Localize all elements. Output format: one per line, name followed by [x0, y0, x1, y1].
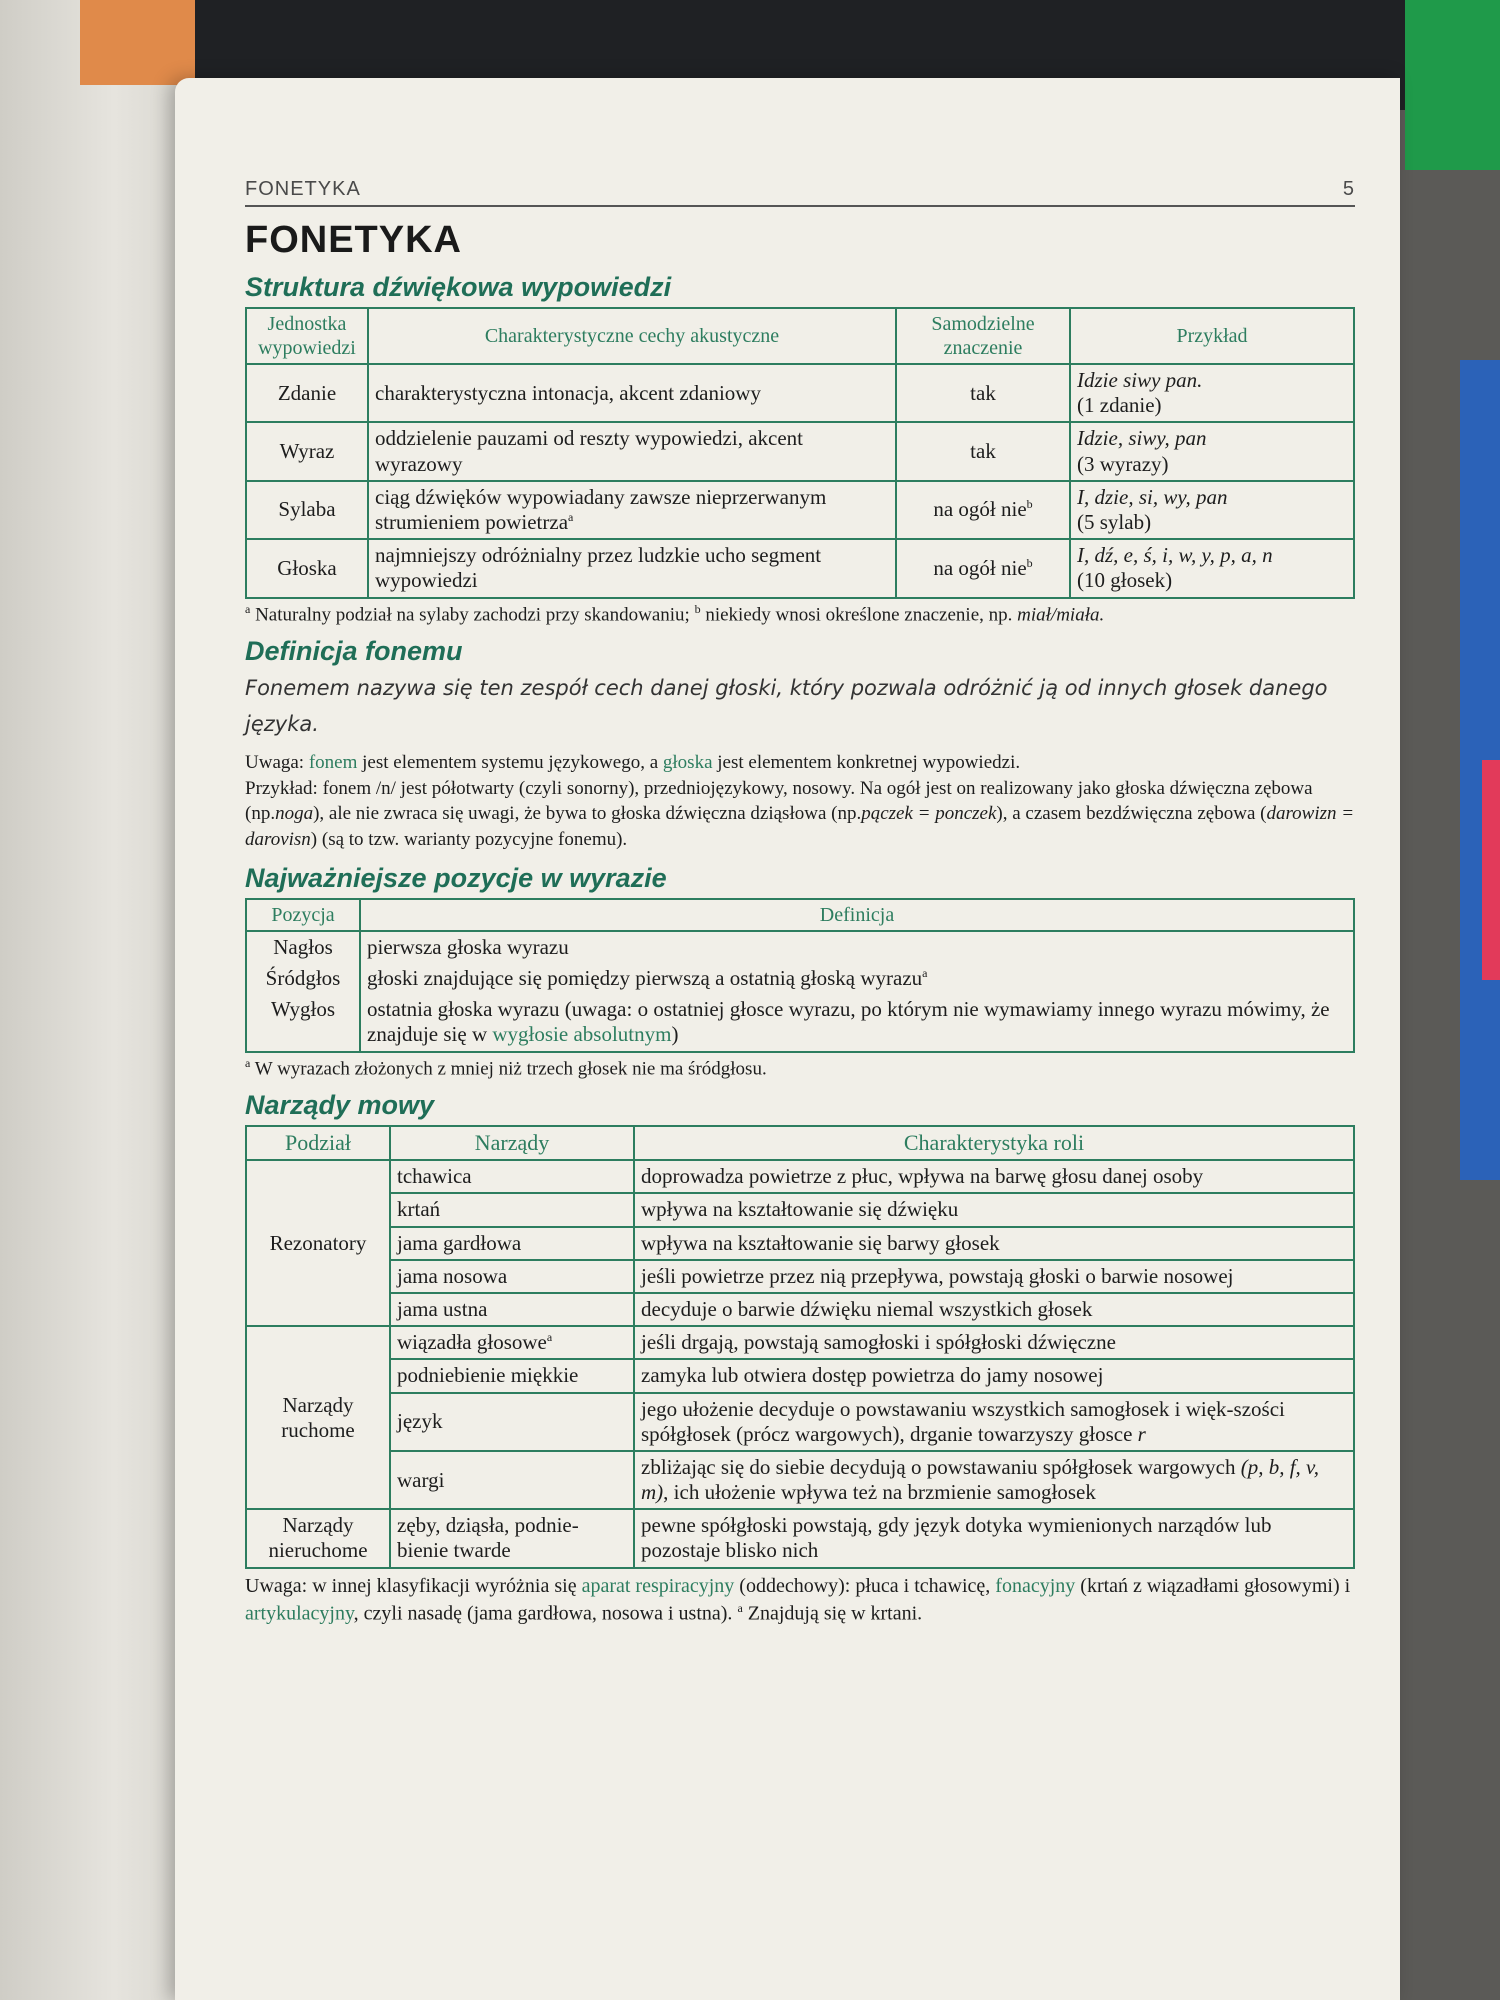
role-cell: doprowadza powietrze z płuc, wpływa na barwę głosu danej osoby — [634, 1160, 1354, 1193]
footnote-text: W wyrazach złożonych z mniej niż trzech głosek nie ma śródgłosu. — [254, 1057, 767, 1079]
meaning-text: na ogół nie — [933, 497, 1027, 522]
footnote-a-text: Naturalny podział na sylaby zachodzi przy skandowaniu; — [255, 603, 690, 625]
organ-cell: podniebienie miękkie — [390, 1359, 634, 1392]
note-text: w innej klasyfikacji wyróżnia się — [312, 1574, 577, 1597]
note-text: Znajdują się w krtani. — [747, 1602, 923, 1625]
note-label: Uwaga: — [245, 1574, 308, 1597]
column-header: Samodzielne znaczenie — [896, 308, 1070, 364]
position-cell: Nagłos — [246, 931, 360, 963]
definition-cell: pierwsza głoska wyrazu — [360, 931, 1354, 963]
example-cell — [1070, 364, 1354, 422]
organ-cell: zęby, dziąsła, podnie-bienie twarde — [390, 1509, 634, 1567]
running-title: FONETYKA — [245, 178, 361, 200]
footnote-mark: b — [1026, 555, 1033, 570]
division-cell: Narządy ruchome — [246, 1326, 390, 1509]
term-respiracyjny: aparat respiracyjny — [581, 1574, 735, 1597]
footnote-b-text: niekiedy wnosi określone znaczenie, np. — [705, 603, 1013, 625]
example-text: I, dź, e, ś, i, w, y, p, a, n — [1077, 543, 1273, 568]
table-row — [246, 1359, 1354, 1392]
example-text: ), a czasem bezdźwięczna zębowa ( — [996, 803, 1267, 825]
role-cell: jeśli drgają, powstają samogłoski i spółgłoski dźwięczne — [634, 1326, 1354, 1359]
meaning-text: na ogół nie — [933, 555, 1027, 580]
note-text: jest elementem konkretnej wypowiedzi. — [717, 752, 1021, 774]
footnote-mark: b — [694, 601, 701, 616]
footnote-mark: a — [568, 509, 574, 524]
organ-cell: jama ustna — [390, 1293, 634, 1326]
role-cell: zamyka lub otwiera dostęp powietrza do jamy nosowej — [634, 1359, 1354, 1392]
example-text: Idzie siwy pan. — [1077, 368, 1203, 392]
footnote-mark: a — [737, 1600, 743, 1615]
table-row — [246, 1293, 1354, 1326]
features-text: ciąg dźwięków wypowiadany zawsze nieprzerwanym strumieniem powietrza — [375, 484, 827, 534]
example-cell — [1070, 481, 1354, 539]
example-italic: darowizn = darovisn — [245, 803, 1355, 851]
background-left-page — [0, 0, 190, 2000]
footnote-b-example: miał/miała. — [1017, 603, 1105, 625]
example-note: (10 głosek) — [1077, 568, 1173, 593]
meaning-cell: tak — [896, 422, 1070, 480]
position-cell: Śródgłos — [246, 963, 360, 994]
role-text: , ich ułożenie wpływa też na brzmienie samogłosek — [663, 1480, 1096, 1505]
organ-cell: jama nosowa — [390, 1260, 634, 1293]
definition-cell — [360, 963, 1354, 994]
example-note: (1 zdanie) — [1077, 393, 1162, 418]
structure-table — [245, 307, 1355, 599]
column-header: Charakterystyka roli — [634, 1126, 1354, 1160]
background-pink-strip — [1482, 760, 1500, 980]
table-row — [246, 481, 1354, 539]
section-title-definicja: Definicja fonemu — [245, 635, 463, 666]
features-cell — [368, 481, 896, 539]
table-header-row — [246, 1126, 1354, 1160]
note-text: , czyli nasadę (jama gardłowa, nosowa i ustna). — [353, 1602, 733, 1625]
table-row — [246, 1393, 1354, 1451]
definition-cell — [360, 994, 1354, 1051]
role-cell — [634, 1451, 1354, 1509]
speech-organs-table — [245, 1125, 1355, 1569]
column-header: Przykład — [1070, 308, 1354, 364]
table-row — [246, 539, 1354, 597]
note-text: jest elementem systemu językowego, a — [362, 752, 659, 774]
column-header: Definicja — [360, 899, 1354, 931]
position-cell: Wygłos — [246, 994, 360, 1051]
role-cell: wpływa na kształtowanie się barwy głosek — [634, 1227, 1354, 1260]
unit-cell: Głoska — [246, 539, 368, 597]
role-text: zbliżając się do siebie decydują o powstawaniu spółgłosek wargowych — [641, 1454, 1236, 1479]
role-cell: wpływa na kształtowanie się dźwięku — [634, 1193, 1354, 1226]
organ-cell: język — [390, 1393, 634, 1451]
note-text: (oddechowy): płuca i tchawicę, — [739, 1574, 991, 1597]
organs-note — [245, 1573, 1355, 1628]
table-row — [246, 1326, 1354, 1359]
table-row — [246, 1227, 1354, 1260]
table-row — [246, 1193, 1354, 1226]
unit-cell: Zdanie — [246, 364, 368, 422]
example-note: (5 sylab) — [1077, 509, 1152, 534]
table-row — [246, 1260, 1354, 1293]
role-text: jego ułożenie decyduje o powstawaniu wszystkich samogłosek i więk-szości spółgłosek (prócz wargowych), drganie towarzyszy głosce — [641, 1396, 1285, 1446]
column-header: Podział — [246, 1126, 390, 1160]
features-cell: charakterystyczna intonacja, akcent zdaniowy — [368, 364, 896, 422]
organ-cell: krtań — [390, 1193, 634, 1226]
organ-cell — [390, 1326, 634, 1359]
table-header-row — [246, 899, 1354, 931]
structure-footnote — [245, 602, 1355, 626]
note-text: (krtań z wiązadłami głosowymi) i — [1080, 1574, 1351, 1597]
page-content — [245, 178, 1355, 1637]
section-title-pozycje: Najważniejsze pozycje w wyrazie — [245, 862, 667, 893]
example-italic: noga — [275, 803, 314, 825]
role-cell: pewne spółgłoski powstają, gdy język dotyka wymienionych narządów lub pozostaje blisko nich — [634, 1509, 1354, 1567]
meaning-cell — [896, 539, 1070, 597]
term-artykulacyjny: artykulacyjny — [245, 1602, 354, 1625]
definition-text: ) — [671, 1022, 679, 1047]
running-header — [245, 178, 1355, 207]
meaning-cell: tak — [896, 364, 1070, 422]
unit-cell: Sylaba — [246, 481, 368, 539]
division-cell: Narządy nieruchome — [246, 1509, 390, 1567]
example-cell — [1070, 539, 1354, 597]
phoneme-note — [245, 750, 1355, 853]
unit-cell: Wyraz — [246, 422, 368, 480]
footnote-mark: a — [245, 1055, 251, 1070]
organ-cell: wargi — [390, 1451, 634, 1509]
table-row — [246, 931, 1354, 963]
background-orange-object — [80, 0, 195, 85]
table-row — [246, 1509, 1354, 1567]
column-header: Jednostka wypowiedzi — [246, 308, 368, 364]
column-header: Charakterystyczne cechy akustyczne — [368, 308, 896, 364]
page-number: 5 — [1342, 178, 1355, 200]
division-cell: Rezonatory — [246, 1160, 390, 1326]
term-fonem: fonem — [308, 752, 358, 774]
features-cell: najmniejszy odróżnialny przez ludzkie ucho segment wypowiedzi — [368, 539, 896, 597]
example-note: (3 wyrazy) — [1077, 451, 1169, 476]
example-text: ) (są to tzw. warianty pozycyjne fonemu). — [310, 829, 628, 851]
definition-text: głoski znajdujące się pomiędzy pierwszą a ostatnią głoską wyrazu — [367, 965, 923, 990]
table-row — [246, 1160, 1354, 1193]
example-italic: pączek = ponczek — [861, 803, 997, 825]
column-header: Pozycja — [246, 899, 360, 931]
meaning-cell — [896, 481, 1070, 539]
chapter-title: FONETYKA — [245, 219, 462, 261]
column-header: Narządy — [390, 1126, 634, 1160]
phoneme-definition: Fonemem nazywa się ten zespół cech danej głoski, który pozwala odróżnić ją od innych głosek danego języka. — [245, 675, 1328, 736]
role-italic: r — [1137, 1421, 1146, 1446]
example-cell — [1070, 422, 1354, 480]
example-text: ), ale nie zwraca się uwagi, że bywa to głoska dźwięczna dziąsłowa (np. — [313, 803, 862, 825]
role-italic: (p, b, f, v, m) — [641, 1454, 1320, 1505]
role-cell: jeśli powietrze przez nią przepływa, powstają głoski o barwie nosowej — [634, 1260, 1354, 1293]
footnote-mark: b — [1026, 497, 1033, 512]
positions-footnote — [245, 1056, 1355, 1080]
organ-cell: tchawica — [390, 1160, 634, 1193]
example-text: I, dzie, si, wy, pan — [1077, 484, 1228, 509]
organ-text: wiązadła głosowe — [397, 1330, 547, 1355]
footnote-mark: a — [245, 601, 251, 616]
example-text: Przykład: fonem /n/ jest półotwarty (czyli sonorny), przedniojęzykowy, nosowy. Na ogół jest on realizowany jako głoska dźwięczna zębowa (np. — [245, 777, 1313, 825]
definition-text: ostatnia głoska wyrazu (uwaga: o ostatniej głosce wyrazu, po którym nie wymawiamy innego wyrazu mówimy, że znajduje się w — [367, 997, 1330, 1047]
table-row — [246, 364, 1354, 422]
example-text: Idzie, siwy, pan — [1077, 426, 1207, 451]
role-cell: decyduje o barwie dźwięku niemal wszystkich głosek — [634, 1293, 1354, 1326]
note-label: Uwaga: — [245, 752, 305, 774]
footnote-mark: a — [546, 1330, 553, 1345]
term-wyglos-absolutny: wygłosie absolutnym — [492, 1022, 672, 1047]
section-title-struktura: Struktura dźwiękowa wypowiedzi — [245, 272, 672, 302]
footnote-mark: a — [922, 965, 928, 980]
term-gloska: głoska — [662, 752, 713, 774]
term-fonacyjny: fonacyjny — [995, 1574, 1076, 1597]
table-header-row — [246, 308, 1354, 364]
features-cell: oddzielenie pauzami od reszty wypowiedzi, akcent wyrazowy — [368, 422, 896, 480]
organ-cell: jama gardłowa — [390, 1227, 634, 1260]
background-green-book — [1405, 0, 1500, 170]
section-title-narzady: Narządy mowy — [245, 1089, 435, 1120]
table-row — [246, 1451, 1354, 1509]
role-cell — [634, 1393, 1354, 1451]
table-row — [246, 422, 1354, 480]
table-row — [246, 994, 1354, 1051]
book-page — [175, 78, 1400, 2000]
positions-table — [245, 898, 1355, 1053]
table-row — [246, 963, 1354, 994]
